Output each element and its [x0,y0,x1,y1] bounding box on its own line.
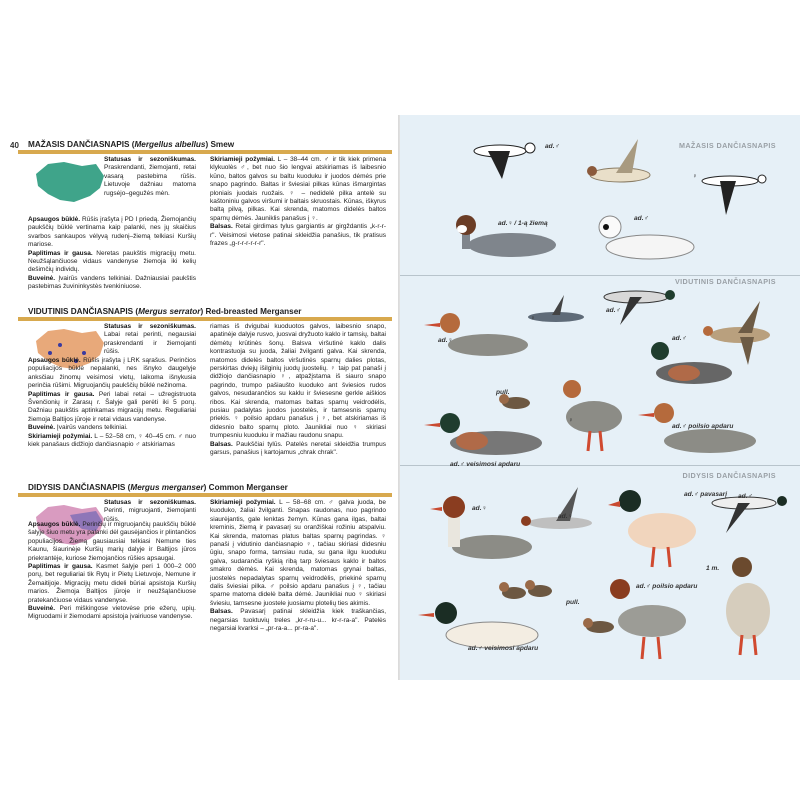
tag: ad.♀ [558,513,573,520]
cm-first-year-illustration [712,549,788,659]
species-2-header: VIDUTINIS DANČIASNAPIS (Mergus serrator) Red-breasted Merganser [28,307,302,316]
illustration-plate [400,115,800,680]
tag: ad.♂ [606,307,621,314]
tag: ad.♂ [672,335,687,342]
tag: ad.♀ [472,505,487,512]
tag: ad.♂ pavasarį [684,491,728,498]
species-latin: Mergus merganser [130,483,204,492]
tag: ad.♂ veisimosi apdaru [450,461,521,468]
tag: 1 m. [706,565,720,572]
species-name: VIDUTINIS DANČIASNAPIS [28,307,134,316]
tag: pull. [566,599,580,606]
species-2-col-a: Apsaugos būklė. Rūšis įrašyta į LRK sąrašus. Perinčios populiacijos būklė nepalanki, nes išnyko daugelyje anksčiau žinomų veisimosi vietų, laikoma išnykusia perinčia rūšimi. Migruojančių paukščių būklė nežinoma. Paplitimas ir gausa. Peri labai retai – užregistruota Švenčionių ir Zarasų r. Šalyje gali perėti iki 5 porų. Dažniau paukštis aptinkamas migracijų metu. Reguliariai žiemoja Baltijos jūroje ir retai vidaus vandenyse. Buveinė. Įvairūs vandens telkiniai. Skiriamieji požymiai. L – 52–58 cm, ♀ 40–45 cm. ♂ nuo kiek panašaus didžiojo dančiasnapio ♂ atskiriamas [28,357,196,449]
species-1-col-a-top: Statusas ir sezoniškumas. Praskrendanti, žiemojanti, retai vasarą pastebima rūšis. Lietuvoje dažniau matoma rugsėjo–gegužės mėn. [104,156,196,197]
tag: ♀ [530,315,535,322]
species-1-rule [18,150,392,154]
tag: ad.♀ [438,337,453,344]
species-3-col-a-top: Statusas ir sezoniškumas. Perinti, migruojanti, žiemojanti rūšis. [104,499,196,523]
species-latin: Mergus serrator [138,307,201,316]
species-latin: Mergellus albellus [134,140,206,149]
species-name: MAŽASIS DANČIASNAPIS [28,140,130,149]
page-number: 40 [10,141,19,150]
rbm-female-swimming-illustration [422,303,534,363]
tag: ad.♀ / 1-ą žiemą [498,220,548,227]
tag: ad.♂ poilsio apdaru [636,583,698,590]
tag: ad.♂ poilsio apdaru [672,423,734,430]
tag: ad.♂ [634,215,649,222]
species-1-col-a: Apsaugos būklė. Rūšis įrašyta į PD I priedą. Žiemojančių paukščių būklė vertinama kaip palanki, nes jų skaičius svarbos sankaupos vėlyvą rudenį–žiemą telkiasi Kuršių mariose. Paplitimas ir gausa. Neretas paukštis migracijų metu. Neužšąlančiuose vidaus vandenyse žiemoja iki kelių dešimčių individų. Buveinė. Įvairūs vandens telkiniai. Dažniausiai paukštis pastebimas žuvininkystės tvenkiniuose. [28,216,196,291]
species-1-range-map [30,156,108,206]
plate-label-red-breasted: VIDUTINIS DANČIASNAPIS [674,277,776,286]
rbm-male-swimming-illustration [640,331,736,391]
species-3-rule [18,493,392,497]
smew-male-flight-illustration [458,135,542,187]
tag: ad.♂ veisimosi apdaru [468,645,539,652]
smew-male-flight2-illustration [690,169,770,221]
rbm-male-flight-illustration [590,283,680,327]
cm-chick-swimming-illustration [578,611,618,635]
species-1-col-b: Skiriamieji požymiai. L – 38–44 cm. ♂ ir tik kiek primena klykuolės ♂, bet nuo šio lengvai atskiriamas iš laibesnio kūno, baltos galvos su baltu kuoduku ir juodos dėmės prie snapo pagrindo. Baltas ir šviesiai pilkas kūnas išmargintas ploniais juodais ruožais. ♀ – nedidelė pilka antelė su kaštoniniu galvos viršumi ir baltais skruostais. Kūnas, iškyrus baltą pilvą, pilkas. Kai skrenda, matomos didelės baltos sparnų dėmės. Jauniklis panašus į ♀. Balsas. Retai girdimas tylus gargiantis ar girgždantis „k-r-r-r". Veisimosi vietose patinai skleidžia panašius, tik pratisus frazes „g-r-r-r-r-r-r". [210,156,386,248]
species-2-col-b: riamas iš dvigubai kuoduotos galvos, laibesnio snapo, apatinėje dalyje rusvo, juosvai dryžuoto kaklo ir tamsių, baltai dėmėtų krūtinės šonų. Balsva viršutinė kaklo dalis kontrastuoja su juoda, žaliai žvilganti galva. Kai skrenda, matomos didelės baltos viršutinės sparnų dalies plotas, perskirtas dviejų išilginių juodų juostelių. ♀ taip pat panaši į didžiojo dančiasnapio ♀, atpažįstama iš siauro snapo pagrindo, trumpo pašiaušto kuoduko ant šviesios rudos galvos, nesudarančios su kaklu ir šviesesne gerkle aiškios ribos. Kai skrenda, matomas baltas sparnų veidrodėlis, pusiau padalytas juodos juostelės, ir tamsesnis sparnų priekis. ♀ poilsio apdaru panašus į ♀, bet atskiriamas iš didesnio balto sparnų ploto. Jaunikliai nuo ♀ skiriasi trumpesniu kuoduku ir mažiau raudonu snapu. Balsas. Paukščiai tylūs. Patelės neretai skleidžia trumpus garsus, panašius į kartojamus „chrak chrak". [210,323,386,457]
species-english: Common Merganser [208,483,288,492]
species-2-col-a-top: Statusas ir sezoniškumas. Labai retai perinti, negausiai praskrendanti ir žiemojanti rūšis. [104,323,196,356]
species-english: Smew [210,140,235,149]
rbm-female-standing-illustration [550,367,640,457]
smew-female-swimming-illustration [448,205,568,265]
tag: pull. [496,389,510,396]
book-spread [10,115,800,680]
cm-female-flight-illustration [516,483,604,539]
tag: ad.♂ [545,143,560,150]
plate-label-smew: MAŽASIS DANČIASNAPIS [678,141,776,150]
tag: ♀ [692,173,697,180]
plate-divider [400,275,800,276]
text-page [10,115,400,680]
species-3-col-a: Apsaugos būklė. Perinčių ir migruojančių paukščių būklė šalyje šiuo metu yra palanki dėl gausėjančios ir plintančios populiacijos. Žiemą gausiausiai telkiasi Nemune ties Kaunu, šiaurinėje Kuršių marių dalyje ir Baltijos jūros priekrantėje, kuriose žiemojančios rūšies apsaugai. Paplitimas ir gausa. Kasmet šalyje peri 1 000–2 000 porų, bet reguliariai tik Rytų ir Pietų Lietuvoje, Nemune ir Žemaitijoje. Migracijų metu dideli būriai apsistoja Kuršių marios. Žiemoja Baltijos jūroje ir neužšąlančiuose pratekančiuose vidaus vandenyse. Buveinė. Peri miškingose vietovėse prie ežerų, upių. Migruodami ir žiemodami apsistoja įvairiuose vandenyse. [28,521,197,621]
tag: ad.♂ [738,493,753,500]
plate-label-common: DIDYSIS DANČIASNAPIS [682,471,776,480]
species-english: Red-breasted Merganser [205,307,302,316]
tag: ♀ [568,417,573,424]
species-3-col-b: Skiriamieji požymiai. L – 58–68 cm. ♂ galva juoda, be kuoduko, žaliai žvilganti. Snapas raudonas, nuo pagrindo siaurėjantis, gale lenktas žemyn. Kūnas gana ilgas, baltai kreminis, žiemą ir pavasarį su oranžiškai rožiniu atspalviu. Kai skrenda, matomas platus baltas sparnų pagrindas. ♀ panaši į vidutinio dančiasnapio ♀, tačiau skiriasi didesniu ūgiu, snapo forma, tamsiau ruda, su gana ilgu kuoduku galva, sudarančia ryškią ribą tarp šviesaus kaklo ir baltos smakro dėmės. Kai skrenda, matomas grynai baltas, juostelės nepadalytas sparnų veidrodėlis, priekinė sparnų dalis šviesiai pilka. ♂ poilsio apdaru panašus į ♀, tačiau sparne matoma didelė balta dėmė. Jaunikliai nuo ♀ skiriasi šviesiu, tamsesne juostele juosiamu plotelių ties akimis. Balsas. Pavasarį patinai skleidžia kiek traškančias, negarsias tuoktuvių treles „kr-r-ru-u... kr-r-ra-a". Patelės negarsiai kvarksi – „pr-ra-a... pr-ra-a". [210,499,386,633]
rbm-flight-illustration [520,291,592,331]
species-name: DIDYSIS DANČIASNAPIS [28,483,126,492]
species-3-header: DIDYSIS DANČIASNAPIS (Mergus merganser) Common Merganser [28,483,288,492]
species-1-header: MAŽASIS DANČIASNAPIS (Mergellus albellus) Smew [28,140,235,149]
rbm-male-breeding-illustration [422,407,552,463]
species-2-rule [18,317,392,321]
smew-female-flight-illustration [580,133,660,189]
